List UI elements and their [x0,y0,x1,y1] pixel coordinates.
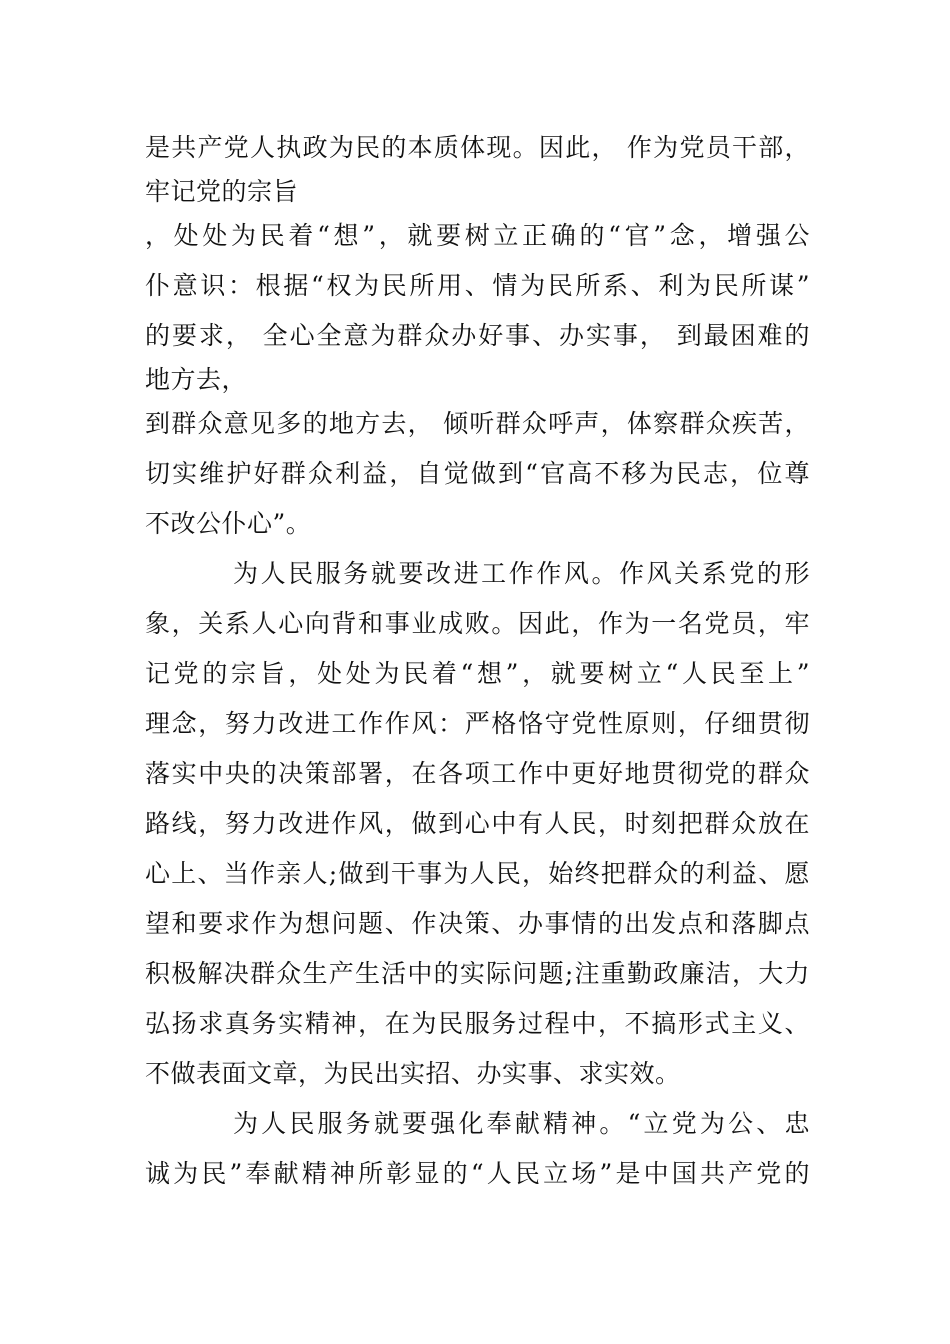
text-line: 不改公仆心”。 [145,509,312,538]
text-line: 诚为民”奉献精神所彰显的“人民立场”是中国共产党的 [145,1159,810,1188]
paragraph-first-line: 为人民服务就要改进工作作风。作风关系党的形 [233,559,810,588]
text-line: 到群众意见多的地方去， 倾听群众呼声，体察群众疾苦， [145,409,810,438]
text-line: 记党的宗旨，处处为民着“想”，就要树立“人民至上” [145,659,810,688]
text-line: 不做表面文章，为民出实招、办实事、求实效。 [145,1059,681,1088]
text-line: 积极解决群众生产生活中的实际问题;注重勤政廉洁，大力 [145,959,810,988]
text-line: 心上、当作亲人;做到干事为人民，始终把群众的利益、愿 [145,859,810,888]
paragraph-first-line: 为人民服务就要强化奉献精神。“立党为公、忠 [233,1109,810,1138]
text-line: 牢记党的宗旨 [145,177,299,206]
text-line: 落实中央的决策部署，在各项工作中更好地贯彻党的群众 [145,759,810,788]
text-line: ，处处为民着“想”，就要树立正确的“官”念，增强公 [145,221,810,250]
text-line: 切实维护好群众利益，自觉做到“官高不移为民志，位尊 [145,459,810,488]
text-line: 象，关系人心向背和事业成败。因此，作为一名党员，牢 [145,609,810,638]
text-line: 的要求， 全心全意为群众办好事、办实事， 到最困难的 [145,321,810,350]
text-line: 是共产党人执政为民的本质体现。因此， 作为党员干部， [145,133,810,162]
text-line: 路线，努力改进作风，做到心中有人民，时刻把群众放在 [145,809,810,838]
text-line: 理念，努力改进工作作风：严格恪守党性原则，仔细贯彻 [145,709,810,738]
document-body [145,123,810,1199]
text-line: 望和要求作为想问题、作决策、办事情的出发点和落脚点 [145,909,810,938]
text-line: 地方去， [145,365,248,394]
text-line: 仆意识：根据“权为民所用、情为民所系、利为民所谋” [145,271,810,300]
text-line: 弘扬求真务实精神，在为民服务过程中，不搞形式主义、 [145,1009,810,1038]
